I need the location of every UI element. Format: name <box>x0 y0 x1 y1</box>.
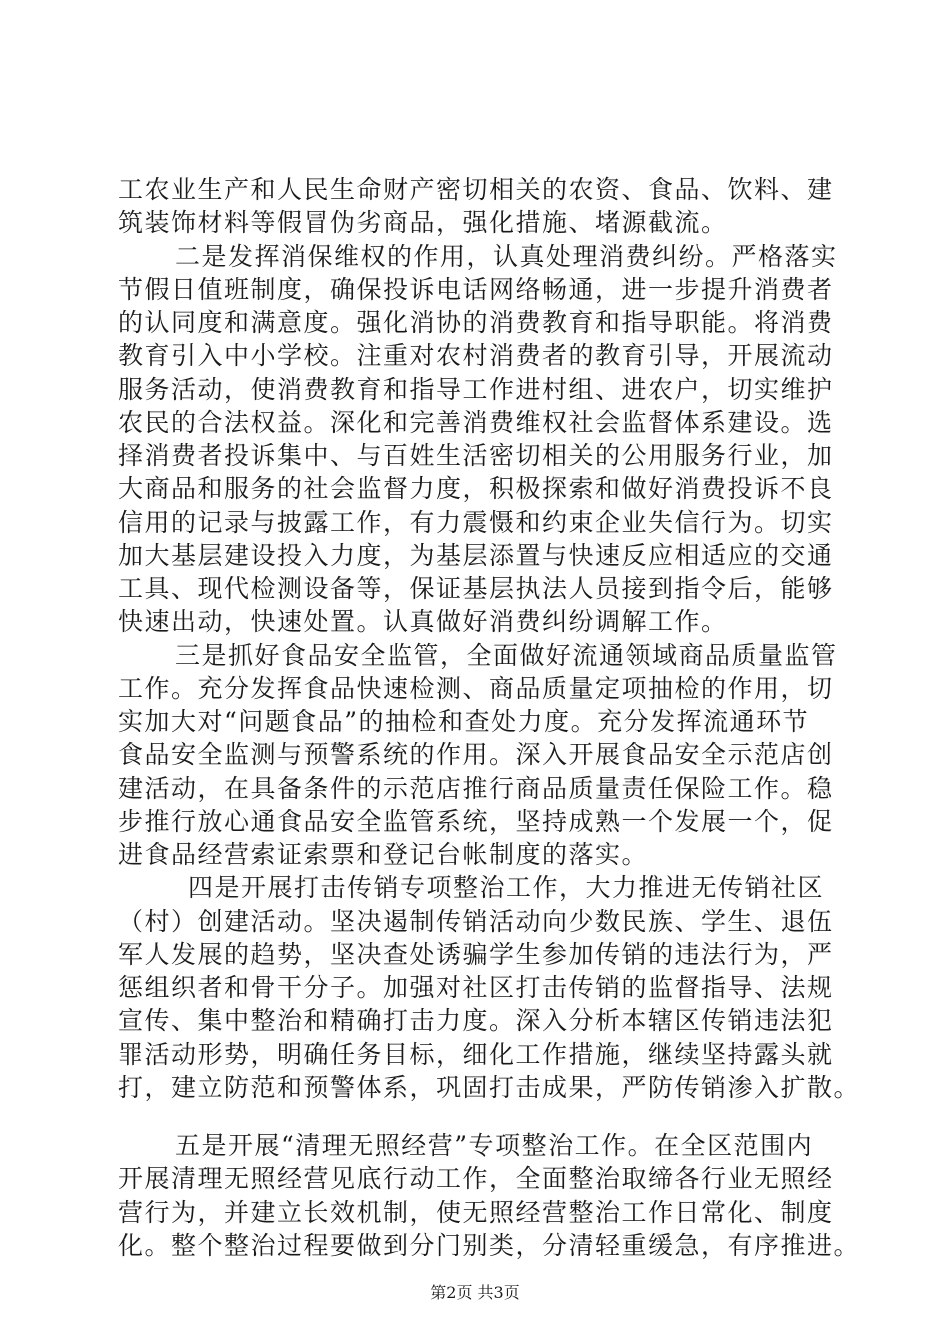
text-line: 信用的记录与披露工作，有力震慑和约束企业失信行为。切实 <box>118 508 834 537</box>
text-line: 加大基层建设投入力度，为基层添置与快速反应相适应的交通 <box>118 541 834 570</box>
text-line: 的认同度和满意度。强化消协的消费教育和指导职能。将消费 <box>118 308 834 337</box>
text-line: 食品安全监测与预警系统的作用。深入开展食品安全示范店创 <box>118 740 834 769</box>
text-line: 大商品和服务的社会监督力度，积极探索和做好消费投诉不良 <box>118 474 834 503</box>
text-line: 实加大对“问题食品”的抽检和查处力度。充分发挥流通环节 <box>118 707 810 736</box>
text-line: 工作。充分发挥食品快速检测、商品质量定项抽检的作用，切 <box>118 674 834 703</box>
text-line: 进食品经营索证索票和登记台帐制度的落实。 <box>118 840 649 869</box>
text-line: 择消费者投诉集中、与百姓生活密切相关的公用服务行业，加 <box>118 441 834 470</box>
text-line: 宣传、集中整治和精确打击力度。深入分析本辖区传销违法犯 <box>118 1006 834 1035</box>
text-line: 节假日值班制度，确保投诉电话网络畅通，进一步提升消费者 <box>118 275 834 304</box>
text-line: 教育引入中小学校。注重对农村消费者的教育引导，开展流动 <box>118 341 834 370</box>
text-line: 快速出动，快速处置。认真做好消费纠纷调解工作。 <box>118 607 728 636</box>
text-line: 筑装饰材料等假冒伪劣商品，强化措施、堵源截流。 <box>118 208 728 237</box>
text-line: 二是发挥消保维权的作用，认真处理消费纠纷。严格落实 <box>175 242 838 271</box>
text-line: 服务活动，使消费教育和指导工作进村组、进农户，切实维护 <box>118 375 834 404</box>
text-line: 工具、现代检测设备等，保证基层执法人员接到指令后，能够 <box>118 574 834 603</box>
text-line: 工农业生产和人民生命财产密切相关的农资、食品、饮料、建 <box>118 175 834 204</box>
text-line: 农民的合法权益。深化和完善消费维权社会监督体系建设。选 <box>118 408 834 437</box>
text-line: （村）创建活动。坚决遏制传销活动向少数民族、学生、退伍 <box>118 907 834 936</box>
text-line: 步推行放心通食品安全监管系统，坚持成熟一个发展一个，促 <box>118 807 834 836</box>
text-line: 开展清理无照经营见底行动工作，全面整治取缔各行业无照经 <box>118 1164 834 1193</box>
text-line: 五是开展“清理无照经营”专项整治工作。在全区范围内 <box>175 1131 814 1160</box>
text-line: 军人发展的趋势，坚决查处诱骗学生参加传销的违法行为，严 <box>118 940 834 969</box>
page-footer: 第2页 共3页 <box>430 1283 520 1302</box>
text-line: 三是抓好食品安全监管，全面做好流通领域商品质量监管 <box>175 641 838 670</box>
text-line: 四是开展打击传销专项整治工作，大力推进无传销社区 <box>188 873 825 902</box>
text-line: 营行为，并建立长效机制，使无照经营整治工作日常化、制度 <box>118 1198 834 1227</box>
text-line: 打，建立防范和预警体系，巩固打击成果，严防传销渗入扩散。 <box>118 1073 861 1102</box>
text-line: 建活动，在具备条件的示范店推行商品质量责任保险工作。稳 <box>118 774 834 803</box>
text-line: 惩组织者和骨干分子。加强对社区打击传销的监督指导、法规 <box>118 973 834 1002</box>
text-line: 化。整个整治过程要做到分门别类，分清轻重缓急，有序推进。 <box>118 1231 861 1260</box>
text-line: 罪活动形势，明确任务目标，细化工作措施，继续坚持露头就 <box>118 1040 834 1069</box>
